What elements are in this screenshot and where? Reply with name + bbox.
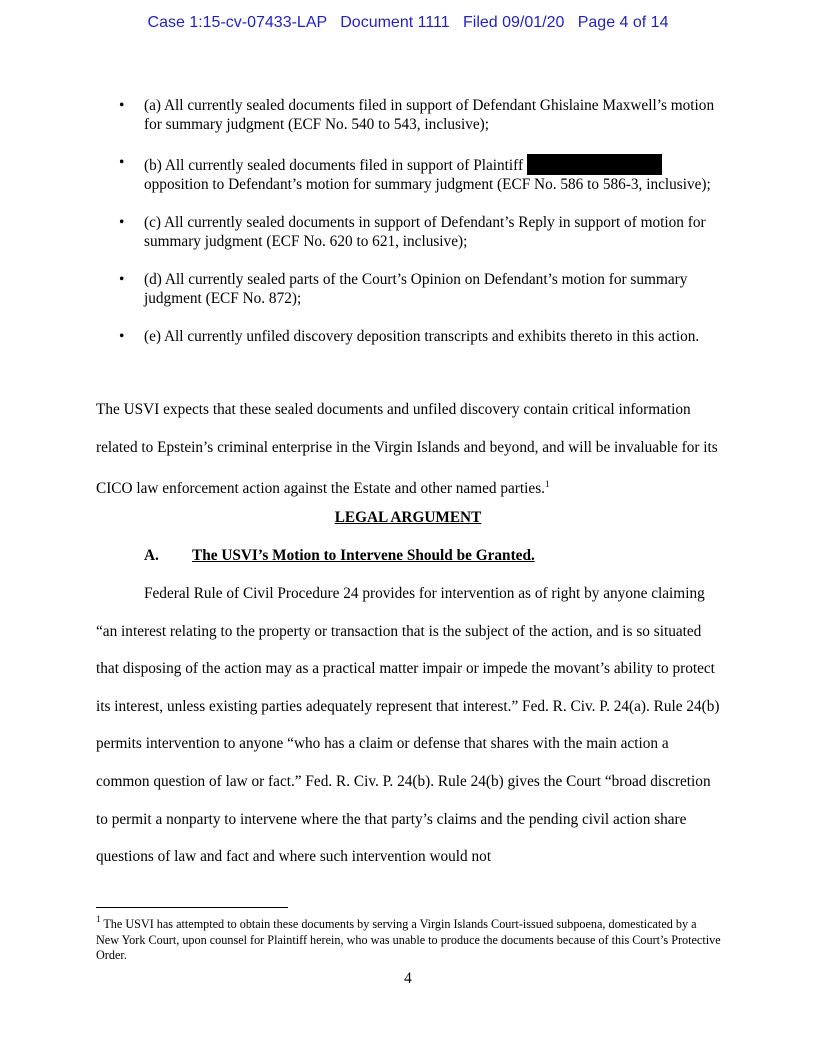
footnote-reference: 1 (544, 479, 550, 490)
footnote (96, 912, 721, 964)
bullet-icon: • (119, 271, 125, 288)
redaction-box (527, 154, 662, 175)
bullet-icon: • (119, 214, 125, 231)
argument-paragraph: Federal Rule of Civil Procedure 24 provides for intervention as of right by anyone claiming “an interest relating to the property or transaction that is the subject of the action, and is so situated that disposing of the action may as a practical matter impair or impede the movant’s ability to protect its interest, unless existing parties adequately represent that interest.” Fed. R. Civ. P. 24(a). Rule 24(b) permits intervention to anyone “who has a claim or defense that shares with the main action a common question of law or fact.” Fed. R. Civ. P. 24(b). Rule 24(b) gives the Court “broad discretion to permit a nonparty to intervene where the that party’s claims and the pending civil action share questions of law and fact and where such intervention would not (96, 585, 720, 866)
section-heading: LEGAL ARGUMENT (334, 509, 482, 526)
page-of: Page 4 of 14 (577, 14, 669, 31)
list-item: • (d) All currently sealed parts of the Court’s Opinion on Defendant’s motion for summary judgment (ECF No. 872); (119, 271, 688, 307)
bullet-icon: • (119, 97, 125, 114)
list-item: • (c) All currently sealed documents in support of Defendant’s Reply in support of motion for summary judgment (ECF No. 620 to 621, inclusive); (119, 214, 706, 250)
case-header (0, 14, 816, 32)
subsection-letter: A. (144, 547, 159, 564)
list-item: • (e) All currently unfiled discovery deposition transcripts and exhibits thereto in this action. (119, 328, 700, 345)
sealed-documents-list (119, 97, 719, 347)
footnote-divider (96, 907, 288, 908)
list-item: • (b) All currently sealed documents filed in support of Plaintiff opposition to Defendant’s motion for summary judgment (ECF No. 586 to 586-3, inclusive); (119, 154, 711, 193)
page-number: 4 (404, 970, 412, 987)
list-item: • (a) All currently sealed documents filed in support of Defendant Ghislaine Maxwell’s motion for summary judgment (ECF No. 540 to 543, inclusive); (119, 97, 715, 133)
subsection-title: The USVI’s Motion to Intervene Should be Granted. (192, 547, 535, 564)
expectation-paragraph: The USVI expects that these sealed documents and unfiled discovery contain critical information related to Epstein’s criminal enterprise in the Virgin Islands and beyond, and will be invaluable for its CICO law enforcement action against the Estate and other named parties.$^1$ (96, 401, 718, 498)
filed-date: Filed 09/01/20 (462, 14, 565, 31)
subsection-heading (144, 547, 535, 565)
document-number: Document 1111 (340, 14, 450, 31)
footnote-text: The USVI has attempted to obtain these documents by serving a Virgin Islands Court-issued subpoena, domesticated by a New York Court, upon counsel for Plaintiff herein, who was unable to produce the documents because of this Court’s Protective Order. (96, 917, 721, 963)
bullet-icon: • (119, 328, 125, 345)
footnote-number: 1 (96, 914, 101, 924)
bullet-icon: • (119, 154, 125, 171)
case-number: Case 1:15-cv-07433-LAP (147, 14, 327, 31)
